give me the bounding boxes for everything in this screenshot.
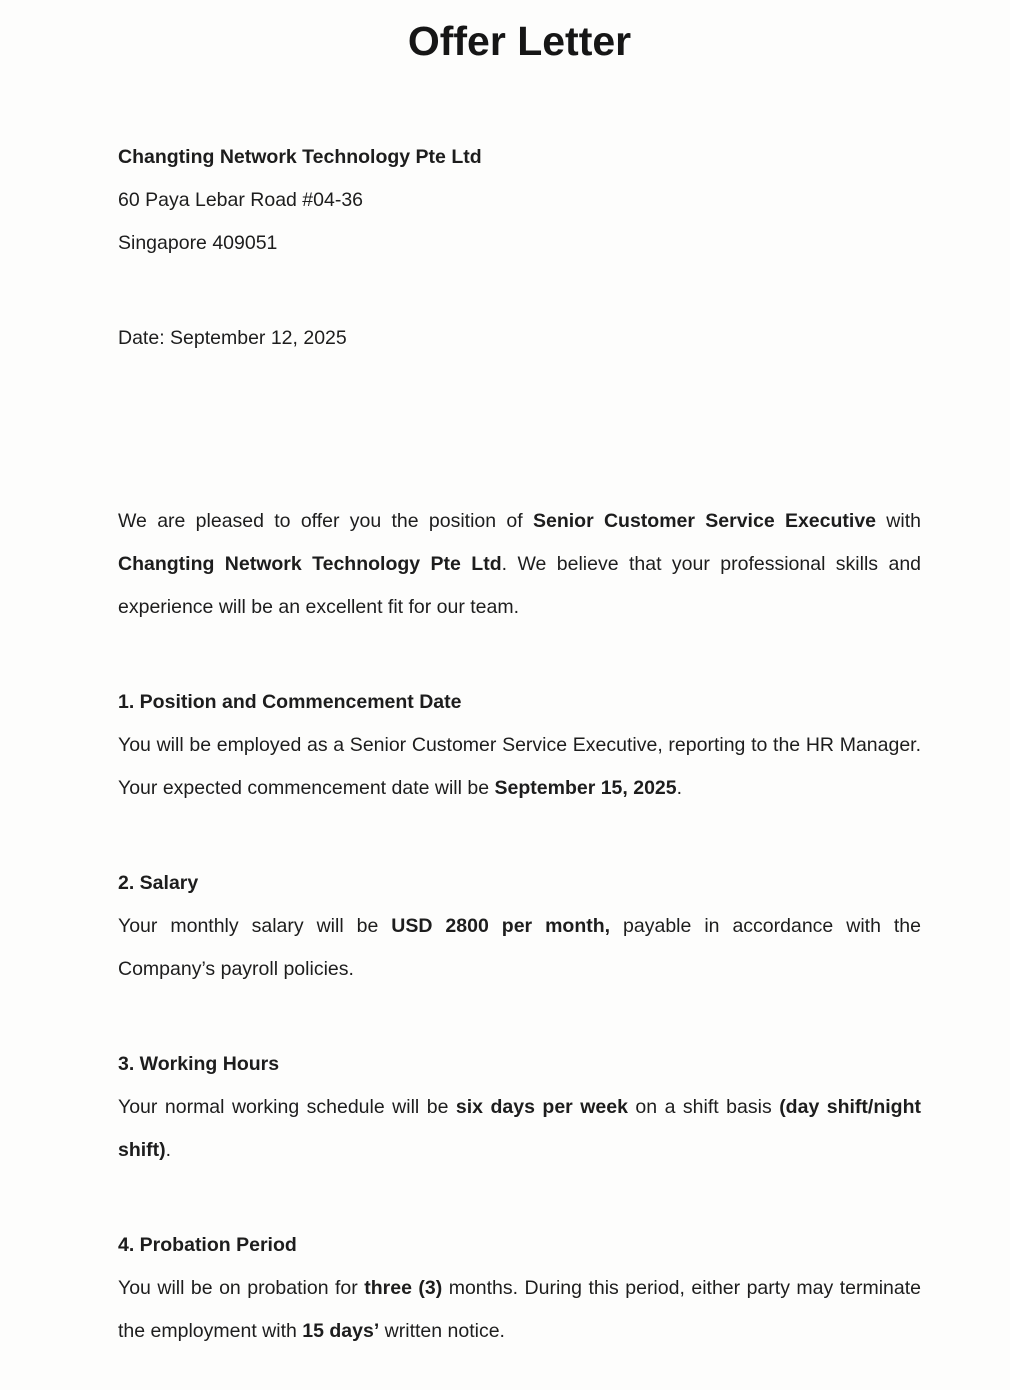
section-position-and-commencement-date: [118, 681, 921, 810]
section-body-working-hours: Your normal working schedule will be six days per week on a shift basis (day shift/night shift).: [118, 1096, 921, 1161]
company-address-line-1: 60 Paya Lebar Road #04-36: [118, 189, 364, 211]
section-working-hours: [118, 1043, 921, 1172]
section-heading-salary: 2. Salary: [118, 872, 199, 894]
section-salary: [118, 862, 921, 991]
company-block: [118, 136, 921, 265]
section-body-probation-period: You will be on probation for three (3) months. During this period, either party may terminate the employment with 15 days’ written notice.: [118, 1277, 921, 1342]
section-body-position-and-commencement-date: You will be employed as a Senior Customer Service Executive, reporting to the HR Manager. Your expected commencement date will be September 15, 2025.: [118, 734, 921, 799]
intro-paragraph: We are pleased to offer you the position of Senior Customer Service Executive with Changting Network Technology Pte Ltd. We believe that your professional skills and experience will be an excellent fit for our team.: [118, 510, 922, 618]
company-name: Changting Network Technology Pte Ltd: [118, 146, 482, 168]
section-heading-working-hours: 3. Working Hours: [118, 1053, 280, 1075]
section-heading-position-and-commencement-date: 1. Position and Commencement Date: [118, 691, 462, 713]
date-line: Date: September 12, 2025: [118, 327, 347, 349]
section-probation-period: [118, 1224, 921, 1353]
section-body-salary: Your monthly salary will be USD 2800 per month, payable in accordance with the Company’s payroll policies.: [118, 915, 921, 980]
document-title: Offer Letter: [407, 18, 632, 64]
company-address-line-2: Singapore 409051: [118, 232, 278, 254]
section-heading-probation-period: 4. Probation Period: [118, 1234, 297, 1256]
